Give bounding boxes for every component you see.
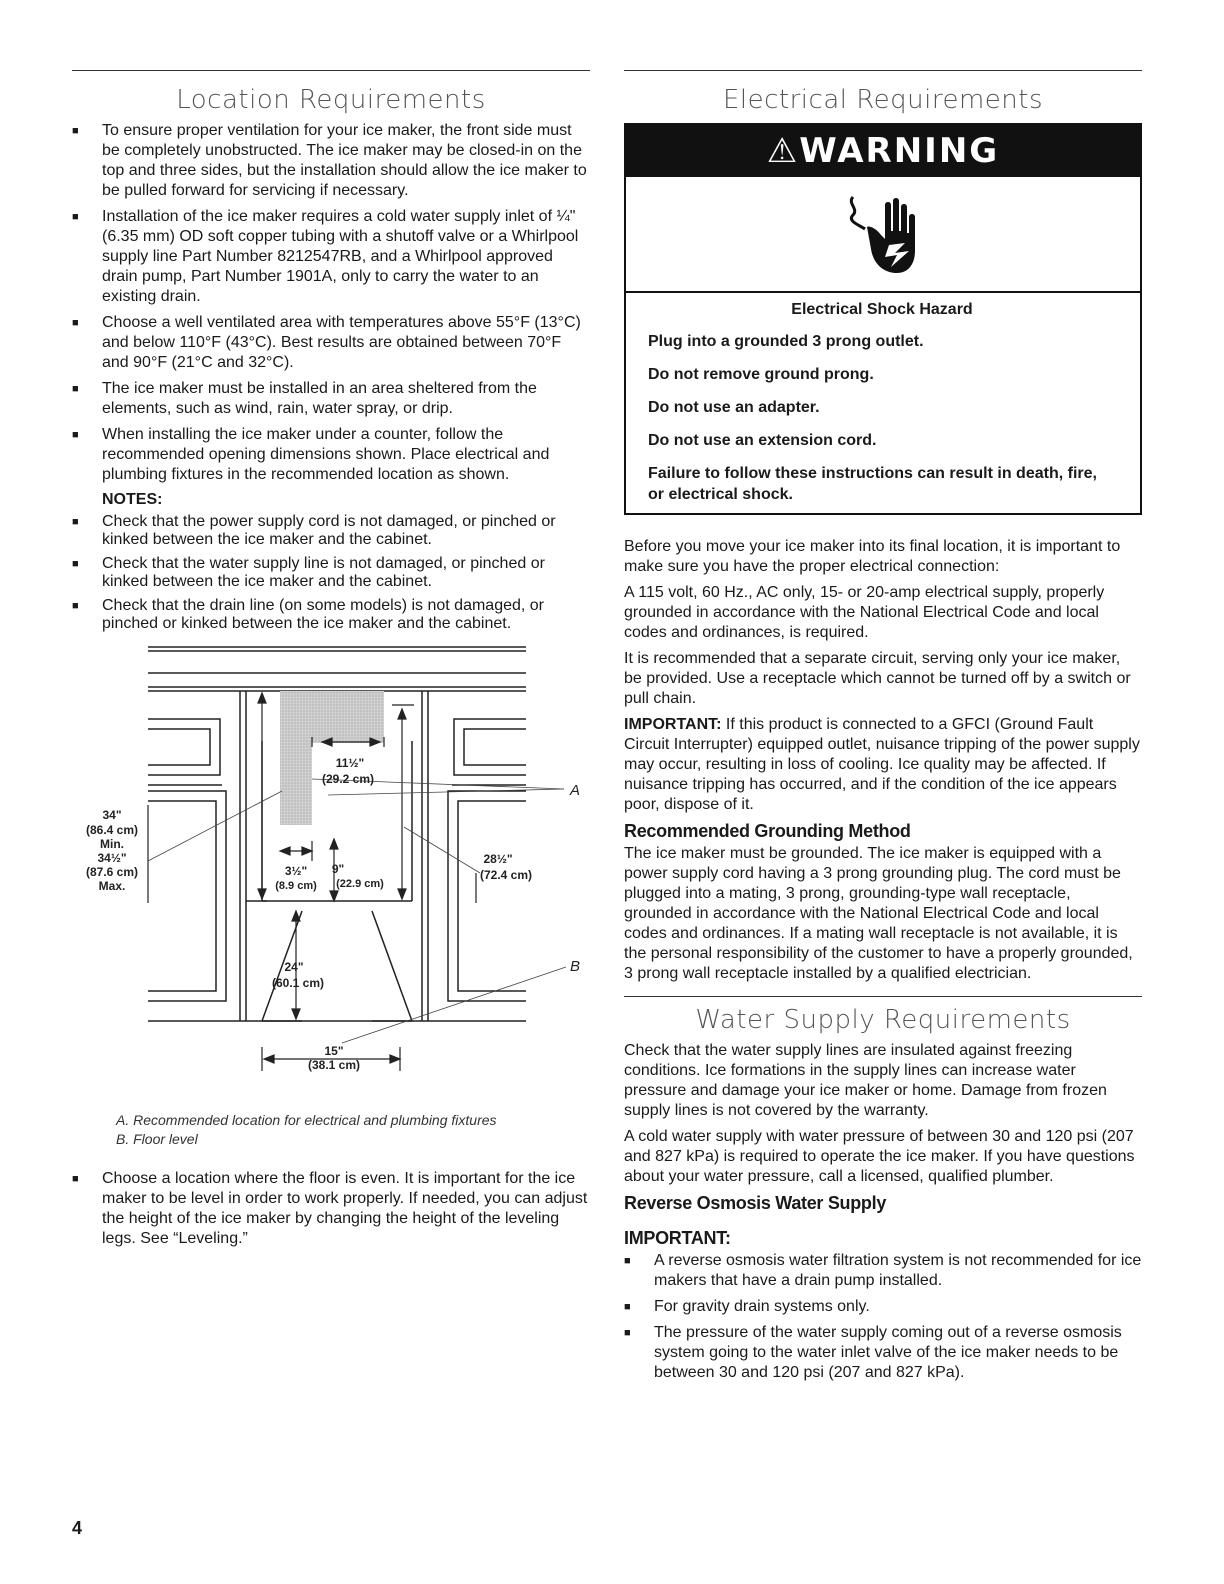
list-item: ■ Installation of the ice maker requires a cold water supply inlet of ¼" (6.35 mm) OD soft copper tubing with a shutoff valve or a Whirlpool supply line Part Number 8212547RB, and a Whirlpool approved drain pump, Part Number 1901A, only to carry the water to an existing drain.: [72, 207, 590, 307]
warning-box: [624, 123, 1142, 515]
fixture-height-label: 28½": [483, 852, 513, 866]
list-item: ■ The ice maker must be installed in an area sheltered from the elements, such as wind, rain, water spray, or drip.: [72, 379, 590, 419]
hazard-title: Electrical Shock Hazard: [791, 301, 973, 318]
width-cm: (38.1 cm): [307, 1058, 361, 1072]
height-min-cm: (86.4 cm): [85, 823, 139, 837]
notes-list: [72, 513, 590, 633]
electric-shock-icon: [626, 177, 1140, 293]
list-item: ■ When installing the ice maker under a counter, follow the recommended opening dimensions shown. Place electrical and plumbing fixtures in the recommended location as shown.: [72, 425, 590, 485]
offset-cm: (8.9 cm): [275, 880, 317, 892]
warning-line: Plug into a grounded 3 prong outlet.: [648, 333, 924, 350]
fixture-area: [280, 691, 384, 825]
callout-a: A: [570, 782, 581, 799]
callout-b: B: [570, 958, 581, 975]
ro-heading: Reverse Osmosis Water Supply: [624, 1193, 887, 1213]
electrical-paragraph: Before you move your ice maker into its final location, it is important to make sure you have the proper electrical connection:: [624, 538, 1121, 575]
left-column: [72, 70, 590, 1255]
ro-important: IMPORTANT:: [624, 1228, 731, 1248]
depth-cm: (60.1 cm): [271, 976, 325, 990]
right-column: [624, 70, 1142, 1389]
caption-b: B. Floor level: [116, 1131, 198, 1147]
height-max-cm: (87.6 cm): [85, 865, 139, 879]
important-text: If this product is connected to a GFCI (Ground Fault Circuit Interrupter) equipped outlet, nuisance tripping of the power supply may occur, resulting in loss of cooling. Ice quality may be affected. If nuisance tripping has occurred, and if the condition of the ice appears poor, dispose of it.: [624, 716, 1140, 813]
warning-line: Do not use an adapter.: [648, 399, 820, 416]
warning-line: Do not remove ground prong.: [648, 366, 874, 383]
grounding-paragraph: The ice maker must be grounded. The ice maker is equipped with a power supply cord having a 3 prong grounding plug. The cord must be plugged into a mating, 3 prong, grounding-type wall receptacle, grounded in accordance with the National Electrical Code and local codes and ordinances. If a mating wall receptacle is not available, it is the personal responsibility of the customer to have a properly grounded, 3 prong wall receptacle installed by a qualified electrician.: [624, 845, 1133, 982]
list-item: ■ Choose a well ventilated area with temperatures above 55°F (13°C) and below 110°F (43°C). Best results are obtained between 70°F and 90°F (21°C and 32°C).: [72, 313, 590, 373]
bottom-cm: (22.9 cm): [336, 878, 384, 890]
section-rule: [624, 70, 1142, 71]
list-item: ■ A reverse osmosis water filtration system is not recommended for ice makers that have a drain pump installed.: [624, 1251, 1142, 1291]
fixture-height-cm: (72.4 cm): [479, 868, 533, 882]
water-paragraph: A cold water supply with water pressure of between 30 and 120 psi (207 and 827 kPa) is required to operate the ice maker. If you have questions about your water pressure, call a licensed, qualified plumber.: [624, 1128, 1135, 1185]
list-item: ■ Check that the power supply cord is not damaged, or pinched or kinked between the ice maker and the cabinet.: [72, 513, 590, 549]
water-paragraph: Check that the water supply lines are insulated against freezing conditions. Ice formations in the supply lines can increase water pressure and damage your ice maker or home. Damage from frozen supply lines is not covered by the warranty.: [624, 1042, 1107, 1119]
location-title: Location Requirements: [176, 85, 486, 115]
height-min-label: 34": [102, 808, 122, 822]
ro-bullets: [624, 1251, 1142, 1383]
final-bullets: [72, 1169, 590, 1249]
list-item: ■ For gravity drain systems only.: [624, 1297, 1142, 1317]
list-item: ■ Choose a location where the floor is even. It is important for the ice maker to be level in order to work properly. If needed, you can adjust the height of the ice maker by changing the height of the leveling legs. See “Leveling.”: [72, 1169, 590, 1249]
page-number: 4: [72, 1518, 83, 1538]
height-max-note: Max.: [98, 879, 126, 893]
electrical-paragraph: It is recommended that a separate circuit, serving only your ice maker, be provided. Use a receptacle which cannot be turned off by a switch or pull chain.: [624, 650, 1131, 707]
section-rule: [624, 996, 1142, 997]
location-bullets: [72, 121, 590, 485]
fixture-width-label: 11½": [335, 756, 365, 770]
height-min-note: Min.: [100, 837, 124, 851]
fixture-width-cm: (29.2 cm): [321, 772, 375, 786]
width-label: 15": [324, 1044, 344, 1058]
list-item: ■ To ensure proper ventilation for your ice maker, the front side must be completely unobstructed. The ice maker may be closed-in on the top and three sides, but the installation should allow the ice maker to be pulled forward for servicing if necessary.: [72, 121, 590, 201]
section-rule: [72, 70, 590, 71]
list-item: ■ Check that the water supply line is not damaged, or pinched or kinked between the ice maker and the cabinet.: [72, 555, 590, 591]
depth-label: 24": [284, 960, 304, 974]
list-item: ■ The pressure of the water supply coming out of a reverse osmosis system going to the water inlet valve of the ice maker needs to be between 30 and 120 psi (207 and 827 kPa).: [624, 1323, 1142, 1383]
warning-line: Failure to follow these instructions can result in death, fire, or electrical shock.: [648, 465, 1097, 503]
grounding-heading: Recommended Grounding Method: [624, 821, 911, 841]
water-title: Water Supply Requirements: [695, 1005, 1071, 1035]
electrical-paragraph: A 115 volt, 60 Hz., AC only, 15- or 20-amp electrical supply, properly grounded in accordance with the National Electrical Code and local codes and ordinances, is required.: [624, 584, 1105, 641]
offset-label: 3½": [284, 864, 308, 878]
warning-line: Do not use an extension cord.: [648, 432, 877, 449]
warning-body: [626, 293, 1140, 513]
caption-a: A. Recommended location for electrical and plumbing fixtures: [116, 1112, 497, 1128]
installation-diagram: [72, 641, 590, 1101]
important-paragraph: [624, 715, 1142, 815]
list-item: ■ Check that the drain line (on some models) is not damaged, or pinched or kinked between the ice maker and the cabinet.: [72, 597, 590, 633]
bottom-label: 9": [331, 862, 345, 876]
important-label: IMPORTANT:: [624, 716, 722, 733]
notes-heading: NOTES:: [102, 491, 163, 508]
warning-header: ⚠WARNING: [626, 125, 1140, 177]
electrical-title: Electrical Requirements: [722, 85, 1044, 115]
height-max-label: 34½": [97, 851, 127, 865]
